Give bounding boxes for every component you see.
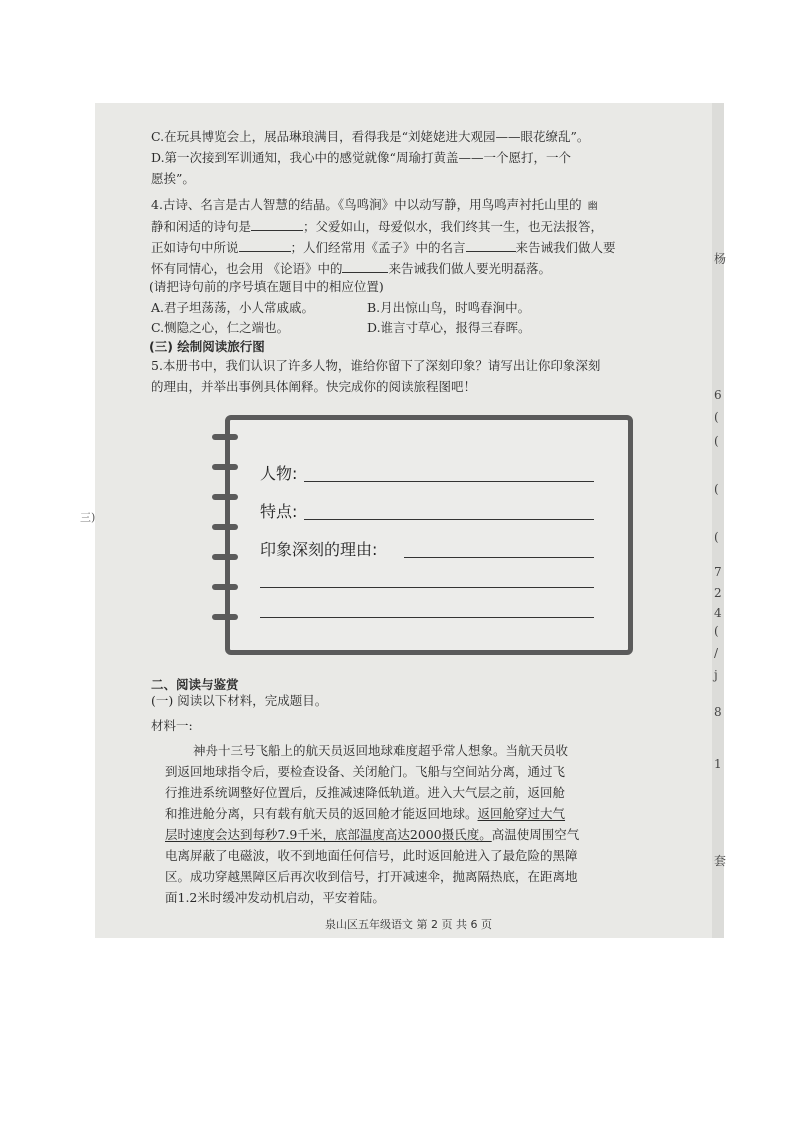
material-line-7: 区。成功穿越黑障区后再次收到信号，打开减速伞，抛离隔热底，在距离地 [165,869,578,884]
q3-option-d-line1: D.第一次接到军训通知，我心中的感觉就像“周瑜打黄盖——一个愿打，一个 [151,150,571,165]
notebook-ring [212,524,238,530]
material-line-4: 和推进舱分离，只有载有航天员的返回舱才能返回地球。返回舱穿过大气 [165,806,566,821]
reading-journey-notebook [225,415,633,655]
reason-answer-line[interactable] [404,557,594,558]
adjacent-page-char: 4 [714,606,722,620]
answer-line[interactable] [260,617,594,618]
part-2-subheading: (一) 阅读以下材料，完成题目。 [151,693,328,708]
person-label: 人物: [260,464,298,483]
q3-option-c: C.在玩具博览会上，展品琳琅满目，看得我是“刘姥姥进大观园——眼花缭乱”。 [151,129,590,144]
notebook-ring [212,614,238,620]
notebook-ring [212,494,238,500]
exam-page [95,103,722,938]
material-line-2: 到返回地球指令后，要检查设备、关闭舱门。飞船与空间站分离，通过飞 [165,764,566,779]
adjacent-page-char: ( [714,410,719,424]
adjacent-page-char: 6 [714,388,722,402]
adjacent-page-char: 2 [714,586,722,600]
q4-option-a: A.君子坦荡荡，小人常戚戚。 [151,300,315,315]
q4-instruction: (请把诗句前的序号填在题目中的相应位置) [149,279,384,294]
adjacent-page-char: ( [714,434,719,448]
adjacent-page-char: ( [714,624,719,638]
notebook-ring [212,554,238,560]
material-line-3: 行推进系统调整好位置后，反推减速降低轨道。进入大气层之前，返回舱 [165,785,566,800]
q4-line3: 正如诗句中所说 ；人们经常用《孟子》中的名言 来告诫我们做人要 [151,240,616,255]
notebook-ring [212,434,238,440]
q4-blank-3[interactable] [466,239,516,252]
notebook-ring [212,584,238,590]
q4-option-d: D.谁言寸草心，报得三春晖。 [367,320,531,335]
underlined-sentence: 返回舱穿过大气 [477,806,566,821]
q4-line4: 怀有同情心，也会用 《论语》中的 来告诫我们做人要光明磊落。 [151,261,551,276]
material-line-6: 电离屏蔽了电磁波，收不到地面任何信号，此时返回舱进入了最危险的黑障 [165,848,578,863]
material-line-1: 神舟十三号飞船上的航天员返回地球难度超乎常人想象。当航天员收 [193,743,569,758]
q4-line2: 静和闲适的诗句是 ；父爱如山，母爱似水，我们终其一生，也无法报答， [151,219,604,234]
q4-blank-4[interactable] [342,260,388,273]
adjacent-page-char: 杨 [714,252,727,266]
adjacent-page-char: ( [714,482,719,496]
part-2-heading: 二、阅读与鉴赏 [151,677,239,692]
left-margin-mark: 三) [80,511,96,524]
section-3-heading: (三) 绘制阅读旅行图 [149,339,265,354]
q5-line2: 的理由，并举出事例具体阐释。快完成你的阅读旅程图吧！ [151,379,477,394]
answer-line[interactable] [260,587,594,588]
adjacent-page-char: ( [714,530,719,544]
reason-label: 印象深刻的理由: [260,540,378,559]
person-answer-line[interactable] [304,481,594,482]
q3-option-d-line2: 愿挨”。 [151,171,195,186]
adjacent-page-char: 8 [714,705,722,719]
q4-option-c: C.恻隐之心，仁之端也。 [151,320,290,335]
adjacent-page-char: 套 [714,854,727,868]
adjacent-page-edge [712,103,727,938]
underlined-sentence: 层时速度会达到每秒7.9千米，底部温度高达2000摄氏度。 [165,827,492,842]
material-1-label: 材料一: [151,718,193,733]
q4-line1: 4.古诗、名言是古人智慧的结晶。《鸟鸣涧》中以动写静，用鸟鸣声衬托山里的 幽 [151,197,598,212]
trait-label: 特点: [260,502,298,521]
q5-line1: 5.本册书中，我们认识了许多人物，谁给你留下了深刻印象？请写出让你印象深刻 [151,358,601,373]
q4-blank-2[interactable] [239,239,291,252]
material-line-5: 层时速度会达到每秒7.9千米，底部温度高达2000摄氏度。高温使周围空气 [165,827,580,842]
adjacent-page-char: 7 [714,565,722,579]
adjacent-page-char: j [714,668,718,682]
page-footer: 泉山区五年级语文 第 2 页 共 6 页 [325,918,492,931]
q4-blank-1[interactable] [251,218,303,231]
adjacent-page-char: / [714,646,719,660]
material-line-8: 面1.2米时缓冲发动机启动，平安着陆。 [165,890,385,905]
trait-answer-line[interactable] [304,519,594,520]
q4-option-b: B.月出惊山鸟，时鸣春涧中。 [367,300,531,315]
adjacent-page-char: 1 [714,757,722,771]
notebook-ring [212,464,238,470]
